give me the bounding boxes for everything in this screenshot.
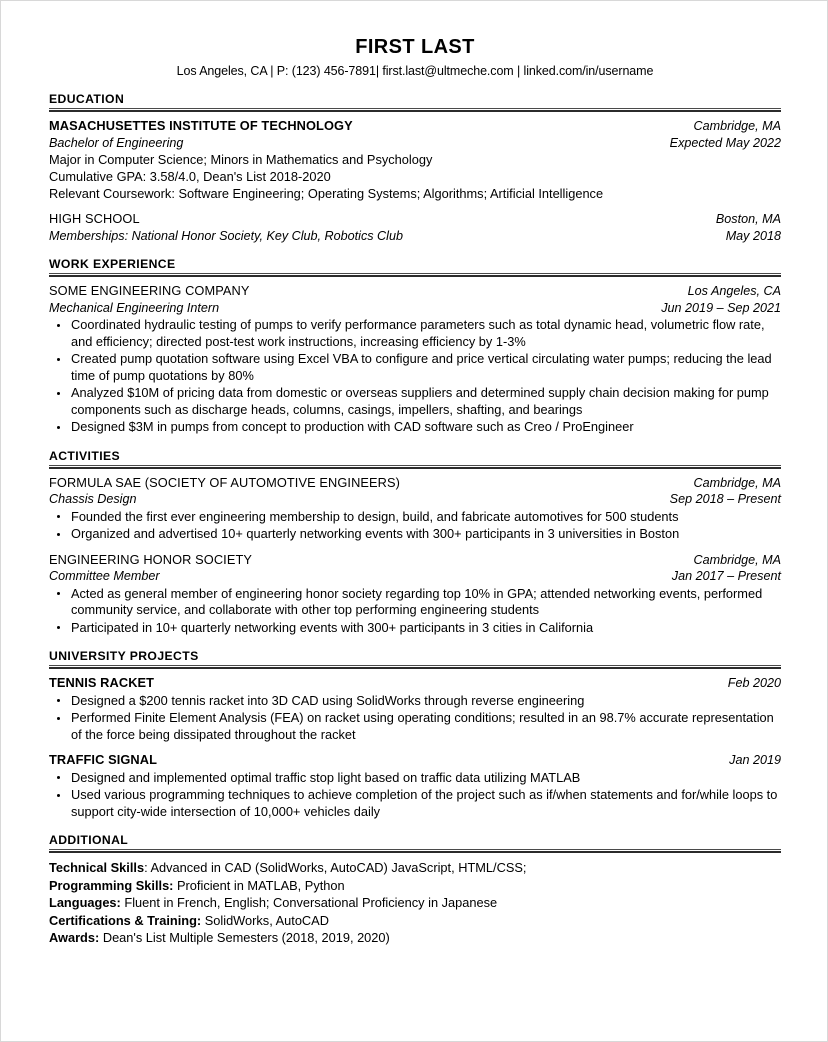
additional-value: Advanced in CAD (SolidWorks, AutoCAD) JavaScript, HTML/CSS;: [147, 860, 527, 875]
additional-row: [49, 912, 781, 930]
additional-value: Proficient in MATLAB, Python: [173, 877, 345, 893]
entry-date: Expected May 2022: [669, 135, 781, 150]
entry-title: Memberships: National Honor Society, Key Club, Robotics Club: [49, 228, 403, 243]
additional-label: Certifications & Training:: [49, 912, 202, 928]
bullet-list: [49, 770, 781, 821]
entry-detail: Cumulative GPA: 3.58/4.0, Dean's List 2018-2020: [49, 169, 331, 184]
contact-line: Los Angeles, CA | P: (123) 456-7891| first.last@ultmeche.com | linked.com/in/username: [176, 64, 654, 78]
additional-row: [49, 894, 781, 912]
list-item: Participated in 10+ quarterly networking events with 300+ participants in 3 cities in California: [49, 620, 781, 637]
list-item: Founded the first ever engineering membership to design, build, and fabricate automotives for 500 students: [49, 509, 781, 526]
entry-subtitle-row: [49, 135, 781, 152]
entry-subtitle-row: [49, 228, 781, 245]
bullet-list: [49, 317, 781, 436]
activity-entry: [49, 475, 781, 543]
entry-organization: TENNIS RACKET: [49, 675, 155, 690]
additional-list: [49, 859, 781, 947]
bullet-list: [49, 586, 781, 637]
section-heading-education: EDUCATION: [49, 92, 781, 109]
section-heading-work-experience: WORK EXPERIENCE: [49, 257, 781, 274]
list-item: Created pump quotation software using Excel VBA to configure and price vertical circulating water pumps; reducing the lead time of pump quotations by 80%: [49, 351, 781, 384]
list-item: Designed a $200 tennis racket into 3D CAD using SolidWorks through reverse engineering: [49, 693, 781, 710]
section-divider: [49, 110, 781, 112]
bullet-list: [49, 693, 781, 744]
entry-detail: Relevant Coursework: Software Engineering; Operating Systems; Algorithms; Artificial Intelligence: [49, 186, 604, 201]
list-item: Coordinated hydraulic testing of pumps to verify performance parameters such as total dynamic head, volumetric flow rate, and efficiency; directed post-test work instructions, increasing efficiency by 1-3%: [49, 317, 781, 350]
entry-location: Cambridge, MA: [693, 119, 781, 133]
list-item: Used various programming techniques to achieve completion of the project such as if/when statements and for/while loops to support city-wide intersection of 10,000+ vehicles daily: [49, 787, 781, 820]
additional-label: Awards:: [49, 930, 100, 945]
section-divider: [49, 275, 781, 277]
entry-organization: ENGINEERING HONOR SOCIETY: [49, 551, 253, 567]
list-item: Designed and implemented optimal traffic stop light based on traffic data utilizing MATLAB: [49, 770, 781, 787]
entry-header-row: [49, 675, 781, 692]
additional-row: [49, 877, 781, 895]
section-divider: [49, 667, 781, 669]
list-item: Acted as general member of engineering honor society regarding top 10% in GPA; attended networking events, performed community service, and collaborate with other top performing engineering students: [49, 586, 781, 619]
entry-location: Los Angeles, CA: [687, 284, 781, 298]
entry-date: Sep 2018 – Present: [669, 492, 781, 506]
resume-content: [49, 35, 781, 947]
additional-separator: :: [144, 860, 148, 875]
entry-title: Committee Member: [49, 569, 160, 583]
entry-organization: HIGH SCHOOL: [49, 211, 140, 226]
page-title: FIRST LAST: [355, 36, 475, 58]
entry-title: Mechanical Engineering Intern: [49, 300, 220, 315]
entry-header-row: [49, 552, 781, 569]
entry-organization: SOME ENGINEERING COMPANY: [49, 283, 250, 298]
section-heading-additional: ADDITIONAL: [49, 833, 781, 850]
section-heading-activities: ACTIVITIES: [49, 449, 781, 466]
list-item: Designed $3M in pumps from concept to production with CAD software such as Creo / ProEngineer: [49, 419, 781, 436]
entry-organization: MASACHUSETTES INSTITUTE OF TECHNOLOGY: [49, 118, 353, 133]
entry-date: Jan 2019: [729, 753, 781, 767]
entry-date: Jun 2019 – Sep 2021: [661, 300, 781, 315]
additional-label: Languages:: [49, 895, 121, 910]
additional-row: [49, 859, 781, 877]
additional-value: Fluent in French, English; Conversational Proficiency in Japanese: [120, 895, 498, 910]
entry-location: Boston, MA: [715, 212, 781, 226]
entry-subtitle-row: [49, 300, 781, 317]
list-item: Analyzed $10M of pricing data from domestic or overseas suppliers and determined supply chain decision making for pump components such as discharge heads, columns, casings, impellers, shafting, and bearings: [49, 385, 781, 418]
entry-date: Feb 2020: [727, 676, 781, 690]
entry-date: Jan 2017 – Present: [671, 569, 781, 583]
entry-location: Cambridge, MA: [693, 552, 781, 567]
additional-value: SolidWorks, AutoCAD: [201, 912, 329, 928]
additional-label: Technical Skills: [49, 860, 145, 875]
education-entry: [49, 211, 781, 244]
section-divider: [49, 851, 781, 853]
work-experience-entry: [49, 283, 781, 436]
list-item: Organized and advertised 10+ quarterly networking events with 300+ participants in 3 universities in Boston: [49, 526, 781, 543]
entry-header-row: [49, 118, 781, 135]
section-heading-university-projects: UNIVERSITY PROJECTS: [49, 649, 781, 666]
activity-entry: [49, 552, 781, 637]
education-entry: [49, 118, 781, 202]
entry-detail: Major in Computer Science; Minors in Mathematics and Psychology: [49, 152, 433, 167]
entry-header-row: [49, 752, 781, 769]
entry-title: Bachelor of Engineering: [49, 135, 184, 150]
project-entry: [49, 675, 781, 743]
section-divider: [49, 467, 781, 469]
entry-location: Cambridge, MA: [693, 475, 781, 490]
bullet-list: [49, 509, 781, 543]
list-item: Performed Finite Element Analysis (FEA) on racket using operating conditions; resulted in an 98.7% accurate representation of the force being dissipated throughout the racket: [49, 710, 781, 743]
entry-subtitle-row: [49, 491, 781, 508]
entry-organization: FORMULA SAE (SOCIETY OF AUTOMOTIVE ENGINEERS): [49, 474, 401, 490]
additional-value: Dean's List Multiple Semesters (2018, 2019, 2020): [99, 930, 390, 945]
additional-label: Programming Skills:: [49, 877, 174, 893]
additional-row: [49, 929, 781, 947]
entry-title: Chassis Design: [49, 492, 137, 506]
entry-header-row: [49, 475, 781, 492]
entry-subtitle-row: [49, 568, 781, 585]
project-entry: [49, 752, 781, 820]
entry-date: May 2018: [725, 228, 781, 243]
entry-header-row: [49, 283, 781, 300]
entry-organization: TRAFFIC SIGNAL: [49, 752, 158, 767]
entry-header-row: [49, 211, 781, 228]
